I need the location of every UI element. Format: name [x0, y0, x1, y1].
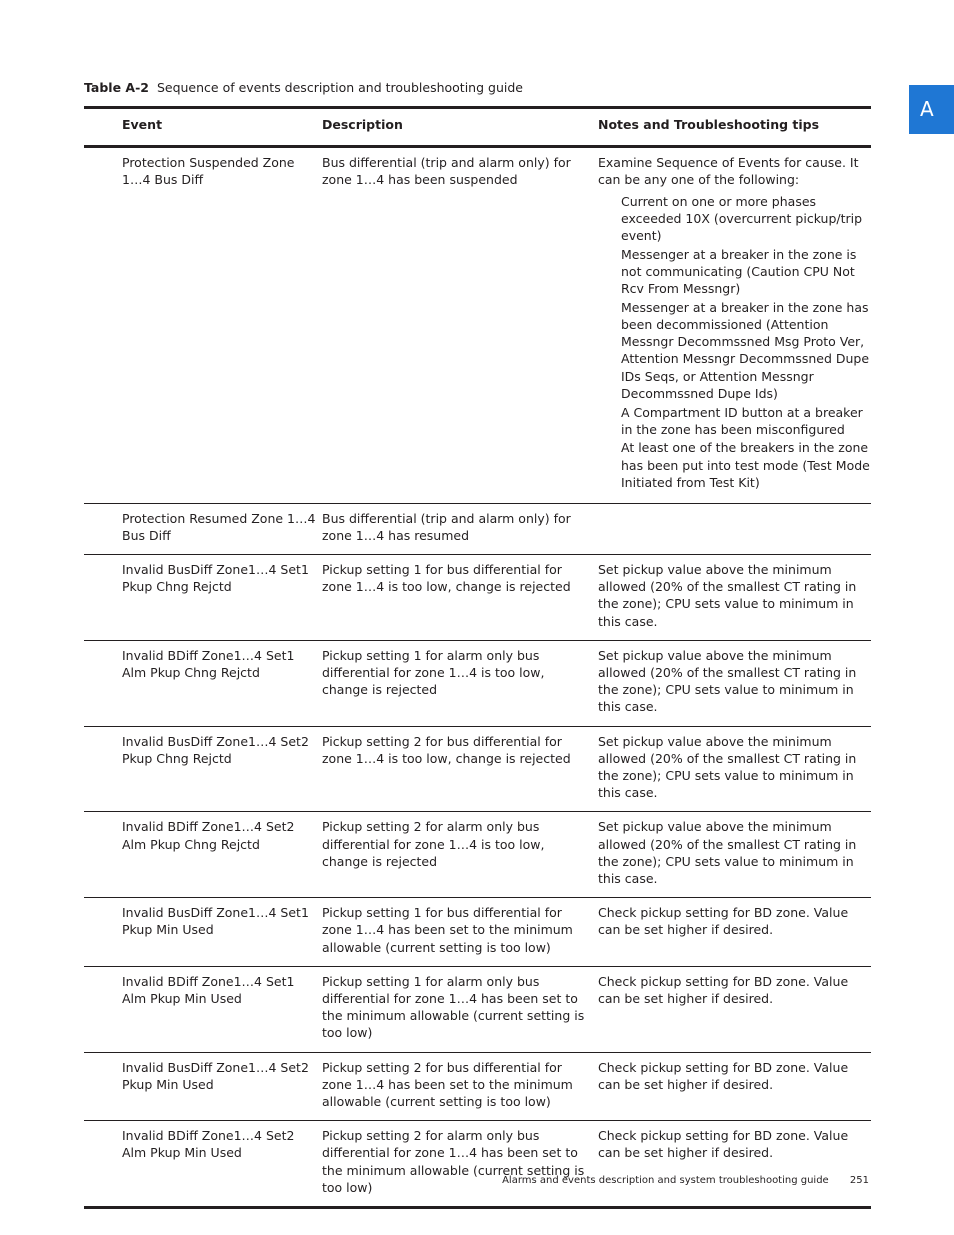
table-row [84, 727, 871, 813]
notes-cell: Set pickup value above the minimum allowed (20% of the smallest CT rating in the zone); CPU sets value to minimum in this case. [598, 819, 857, 887]
notes-cell: Set pickup value above the minimum allowed (20% of the smallest CT rating in the zone); CPU sets value to minimum in this case. [598, 733, 857, 801]
event-cell: Invalid BDiff Zone1…4 Set2 Alm Pkup Chng Rejctd [122, 819, 295, 852]
table-row [84, 812, 871, 898]
event-cell: Invalid BusDiff Zone1…4 Set1 Pkup Min Used [122, 905, 309, 938]
event-cell: Invalid BusDiff Zone1…4 Set1 Pkup Chng Rejctd [122, 561, 309, 595]
table-caption-label: Table A-2 [84, 80, 149, 95]
list-item: Current on one or more phases exceeded 10X (overcurrent pickup/trip event) [621, 193, 863, 244]
description-cell: Pickup setting 1 for bus differential for zone 1…4 is too low, change is rejected [322, 561, 571, 595]
list-item: Messenger at a breaker in the zone has been decommissioned (Attention Messngr Decommssned Msg Proto Ver, Attention Messngr Decommssned Dupe IDs Seqs, or Attention Messngr Decommssned Dupe Ids) [621, 299, 870, 401]
event-cell: Invalid BusDiff Zone1…4 Set2 Pkup Min Used [122, 1059, 309, 1092]
description-cell: Pickup setting 1 for alarm only bus differential for zone 1…4 is too low, change is rejected [322, 647, 545, 698]
event-cell: Invalid BusDiff Zone1…4 Set2 Pkup Chng Rejctd [122, 733, 309, 766]
table-row [84, 641, 871, 727]
notes-cell: Set pickup value above the minimum allowed (20% of the smallest CT rating in the zone); CPU sets value to minimum in this case. [598, 647, 857, 715]
notes-cell: Check pickup setting for BD zone. Value can be set higher if desired. [598, 905, 849, 938]
description-cell: Pickup setting 2 for alarm only bus differential for zone 1…4 is too low, change is rejected [322, 819, 545, 869]
table-row [84, 1121, 871, 1206]
description-cell: Pickup setting 1 for alarm only bus differential for zone 1…4 has been set to the minimum allowable (current setting is too low) [322, 973, 585, 1041]
description-cell: Pickup setting 2 for bus differential for zone 1…4 has been set to the minimum allowable (current setting is too low) [322, 1059, 573, 1110]
table-caption-title: Sequence of events description and troubleshooting guide [156, 80, 523, 95]
list-item: A Compartment ID button at a breaker in the zone has been misconfigured [621, 404, 863, 437]
header-event: Event [122, 117, 163, 132]
notes-cell: Check pickup setting for BD zone. Value can be set higher if desired. [598, 1059, 849, 1092]
list-item: At least one of the breakers in the zone has been put into test mode (Test Mode Initiated from Test Kit) [621, 440, 870, 490]
event-cell: Invalid BDiff Zone1…4 Set1 Alm Pkup Min Used [122, 973, 295, 1007]
event-cell: Protection Suspended Zone 1…4 Bus Diff [122, 155, 295, 188]
notes-list [598, 193, 871, 491]
notes-cell [598, 504, 871, 554]
description-cell: Bus differential (trip and alarm only) for zone 1…4 has resumed [322, 510, 571, 543]
event-cell: Invalid BDiff Zone1…4 Set2 Alm Pkup Min Used [122, 1128, 295, 1161]
table-row [84, 967, 871, 1053]
page-footer [502, 1175, 869, 1187]
description-cell: Pickup setting 1 for bus differential for zone 1…4 has been set to the minimum allowable (current setting is too low) [322, 905, 573, 955]
table-caption [84, 80, 523, 96]
table-row [84, 504, 871, 555]
notes-cell: Check pickup setting for BD zone. Value can be set higher if desired. [598, 1128, 849, 1161]
header-notes: Notes and Troubleshooting tips [598, 117, 820, 132]
table-row [84, 1053, 871, 1122]
notes-cell [598, 148, 871, 502]
event-cell: Invalid BDiff Zone1…4 Set1 Alm Pkup Chng Rejctd [122, 647, 295, 680]
notes-cell: Set pickup value above the minimum allowed (20% of the smallest CT rating in the zone); CPU sets value to minimum in this case. [598, 561, 857, 629]
header-description: Description [322, 117, 403, 132]
notes-intro: Examine Sequence of Events for cause. It can be any one of the following: [598, 155, 859, 188]
table-header-row [84, 109, 871, 148]
notes-cell: Check pickup setting for BD zone. Value can be set higher if desired. [598, 973, 849, 1007]
description-cell: Bus differential (trip and alarm only) for zone 1…4 has been suspended [322, 155, 571, 188]
event-cell: Protection Resumed Zone 1…4 Bus Diff [122, 510, 316, 543]
list-item: Messenger at a breaker in the zone is not communicating (Caution CPU Not Rcv From Messngr) [621, 246, 857, 297]
events-table [84, 106, 871, 1209]
description-cell: Pickup setting 2 for bus differential for zone 1…4 is too low, change is rejected [322, 733, 571, 766]
page-number: 251 [849, 1175, 869, 1186]
section-tab: A [909, 85, 954, 134]
table-row [84, 898, 871, 967]
description-cell: Pickup setting 2 for alarm only bus differential for zone 1…4 has been set to the minimum allowable (current setting is too low) [322, 1128, 585, 1195]
table-row [84, 555, 871, 641]
table-row [84, 148, 871, 503]
footer-text: Alarms and events description and system troubleshooting guide [502, 1175, 829, 1186]
